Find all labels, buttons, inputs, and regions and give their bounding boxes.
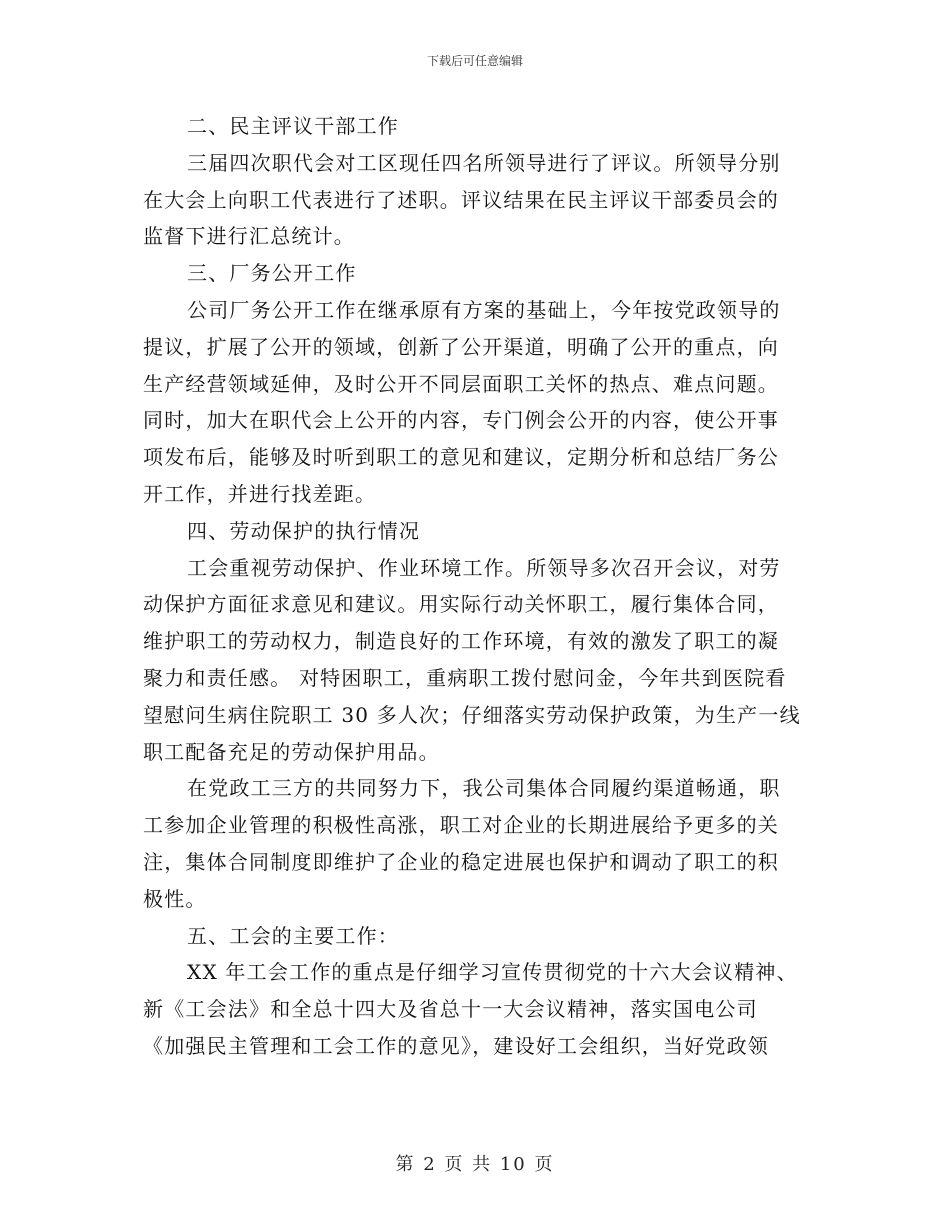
text-line: 极性。	[143, 886, 207, 911]
document-body	[143, 108, 807, 1065]
text-line: 三届四次职代会对工区现任四名所领导进行了评议。所领导分别	[187, 150, 781, 175]
text-line: 同时，加大在职代会上公开的内容，专门例会公开的内容，使公开事	[143, 408, 779, 433]
text-line: 注，集体合同制度即维护了企业的稳定进展也保护和调动了职工的积	[143, 849, 779, 874]
text-line: 五、工会的主要工作：	[187, 923, 399, 948]
text-line: 《加强民主管理和工会工作的意见》，建设好工会组织，当好党政领	[143, 1033, 769, 1058]
page-number-footer: 第 2 页 共 10 页	[395, 1154, 555, 1175]
text-line: 开工作，并进行找差距。	[143, 481, 377, 506]
text-line: 监督下进行汇总统计。	[143, 224, 355, 249]
text-line: XX 年工会工作的重点是仔细学习宣传贯彻党的十六大会议精神、	[187, 960, 798, 985]
text-line: 工参加企业管理的积极性高涨，职工对企业的长期进展给予更多的关	[143, 813, 779, 838]
text-line: 在党政工三方的共同努力下，我公司集体合同履约渠道畅通，职	[187, 776, 781, 801]
page-header: 下载后可任意编辑	[426, 54, 523, 68]
text-line: 望慰问生病住院职工 30 多人次；仔细落实劳动保护政策，为生产一线	[143, 702, 801, 727]
text-line: 生产经营领域延伸，及时公开不同层面职工关怀的热点、难点问题。	[143, 371, 779, 396]
text-line: 聚力和责任感。 对特困职工，重病职工拨付慰问金，今年共到医院看	[143, 665, 787, 690]
text-line: 维护职工的劳动权力，制造良好的工作环境，有效的激发了职工的凝	[143, 629, 779, 654]
text-line: 新《工会法》和全总十四大及省总十一大会议精神，落实国电公司	[143, 997, 758, 1022]
text-line: 动保护方面征求意见和建议。用实际行动关怀职工，履行集体合同，	[143, 592, 779, 617]
text-line: 项发布后，能够及时听到职工的意见和建议，定期分析和总结厂务公	[143, 445, 779, 470]
text-line: 在大会上向职工代表进行了述职。评议结果在民主评议干部委员会的	[143, 187, 779, 212]
text-line: 三、厂务公开工作	[187, 261, 357, 286]
text-line: 二、民主评议干部工作	[187, 114, 399, 138]
text-line: 公司厂务公开工作在继承原有方案的基础上，今年按党政领导的	[187, 297, 781, 322]
text-line: 职工配备充足的劳动保护用品。	[143, 739, 440, 764]
text-line: 工会重视劳动保护、作业环境工作。所领导多次召开会议，对劳	[187, 555, 781, 580]
text-line: 提议，扩展了公开的领域，创新了公开渠道，明确了公开的重点，向	[143, 334, 779, 359]
text-line: 四、劳动保护的执行情况	[187, 518, 421, 543]
